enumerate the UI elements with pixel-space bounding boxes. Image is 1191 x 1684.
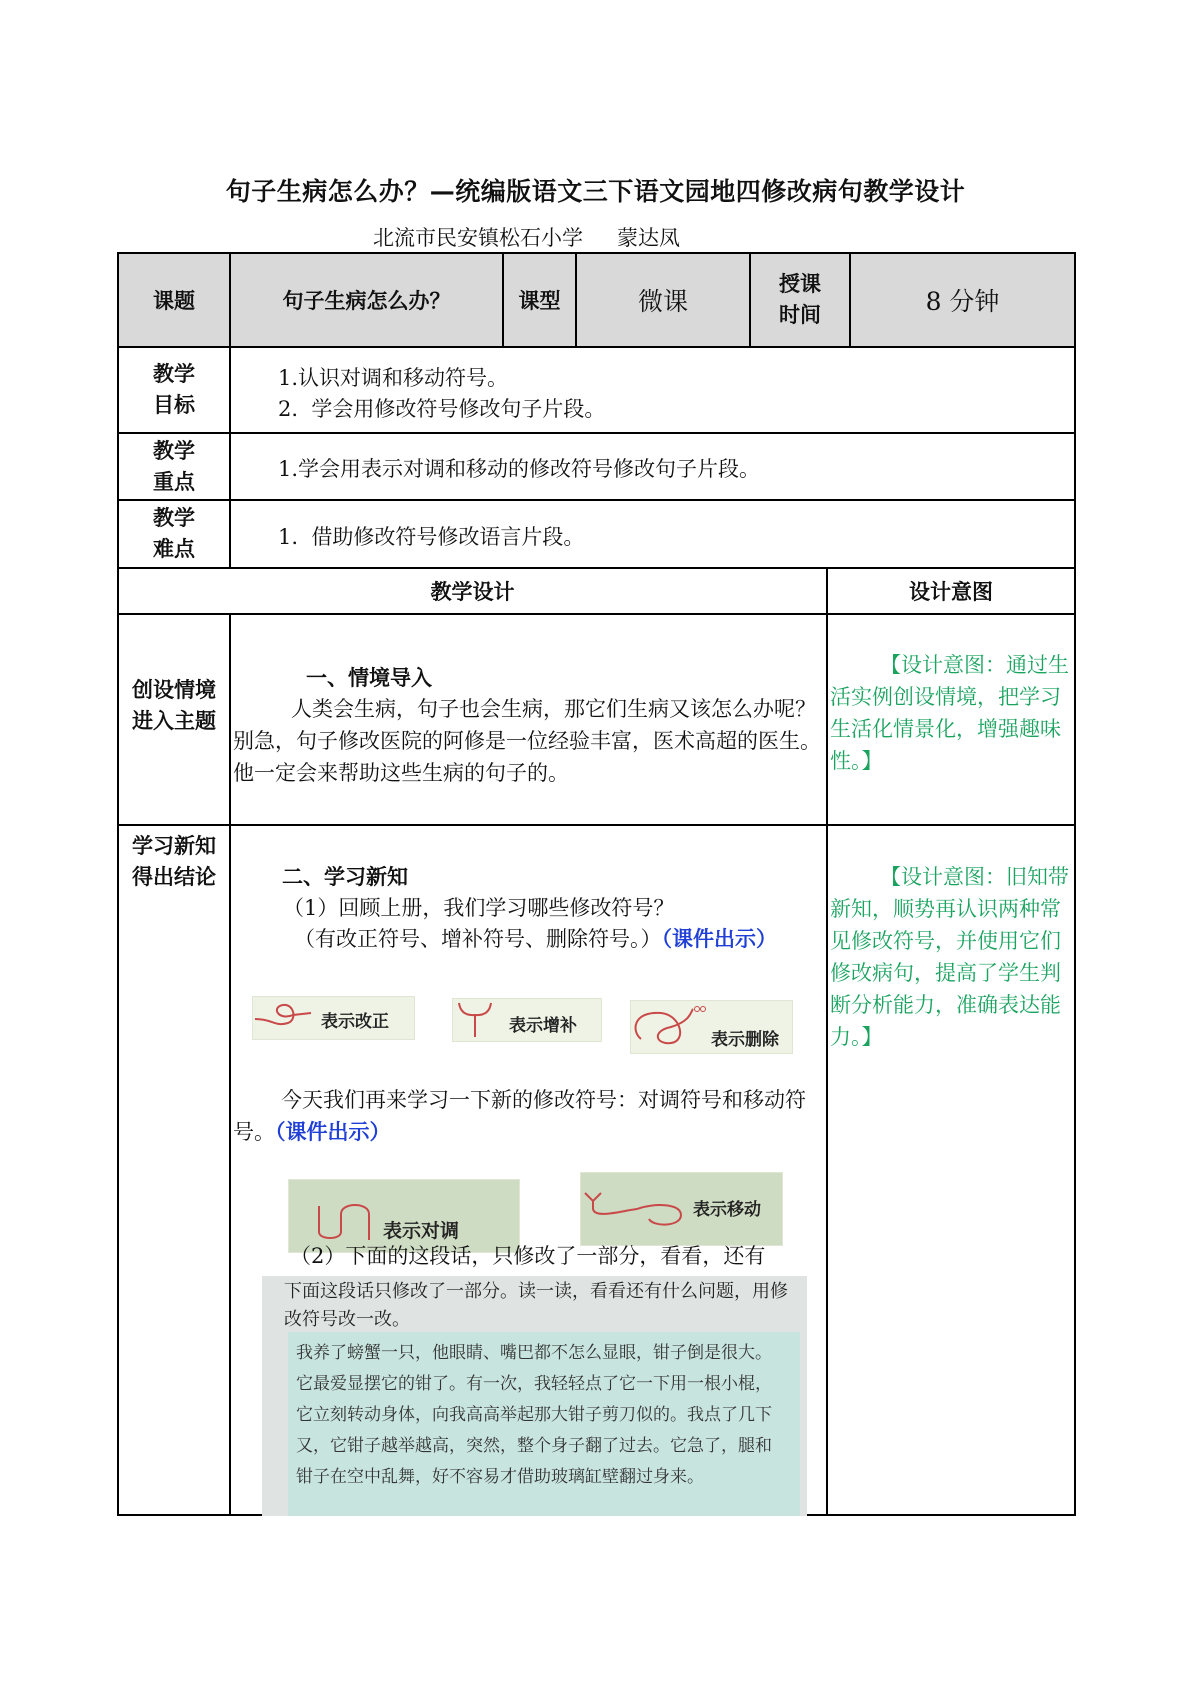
difficulties-text: 1. 借助修改符号修改语言片段。: [278, 525, 585, 549]
section1-heading: 一、情境导入: [306, 666, 432, 690]
deletion-symbol-label: 表示删除: [711, 1030, 779, 1050]
time-label-line2: 时间: [779, 303, 821, 327]
goals-label-line1: 教学: [153, 362, 195, 386]
row-divider: [117, 499, 1076, 501]
goals-label: [119, 348, 229, 432]
move-symbol-label: 表示移动: [693, 1200, 761, 1220]
section2-label-line2: 得出结论: [132, 865, 216, 889]
swap-symbol-label: 表示对调: [383, 1220, 460, 1242]
col-divider: [826, 567, 828, 1516]
difficulties-label-line1: 教学: [153, 506, 195, 530]
exercise-photo: [262, 1276, 807, 1516]
section1-label-line2: 进入主题: [132, 709, 216, 733]
section2-intent: 【设计意图：旧知带新知，顺势再认识两种常见修改符号，并使用它们修改病句，提高了学生判断分析能力，准确表达能力。】: [830, 865, 1069, 1049]
intent-header: 设计意图: [909, 580, 993, 604]
teacher-name: 蒙达凤: [617, 226, 680, 250]
new-symbols-sentence: 今天我们再来学习一下新的修改符号：对调符号和移动符号。: [233, 1088, 806, 1144]
section1-intent: 【设计意图：通过生活实例创设情境，把学习生活化情景化，增强趣味性。】: [830, 653, 1069, 773]
section2-label: [119, 831, 229, 893]
col-divider: [229, 613, 231, 1516]
time-value: 8 分钟: [925, 287, 1000, 316]
new-symbols-text: [233, 1084, 823, 1148]
topic-label: 课题: [153, 289, 195, 313]
row-divider: [117, 824, 1076, 826]
type-label: 课型: [518, 289, 561, 313]
exercise-instructions: 下面这段话只修改了一部分。读一读，看看还有什么问题，用修改符号改一改。: [284, 1281, 788, 1330]
correction-symbol-image: [252, 996, 415, 1040]
key-points-label: [119, 434, 229, 499]
answer-1-text: （有改正符号、增补符号、删除符号。）: [294, 927, 662, 951]
section1-text: 人类会生病，句子也会生病，那它们生病又该怎么办呢？别急，句子修改医院的阿修是一位经验丰富，医术高超的医生。他一定会来帮助这些生病的句子的。: [233, 697, 821, 785]
insertion-symbol-image: [452, 998, 602, 1042]
question-2: （2）下面的这段话，只修改了一部分，看看，还有: [290, 1244, 766, 1268]
section1-label-line1: 创设情境: [132, 678, 216, 702]
section1-label: [119, 675, 229, 737]
time-label-line1: 授课: [779, 272, 821, 296]
deletion-symbol-image: [630, 1000, 793, 1054]
answer-1: [282, 923, 826, 955]
correction-symbol-label: 表示改正: [321, 1012, 389, 1032]
row-divider: [117, 346, 1076, 348]
key-points-label-line1: 教学: [153, 438, 195, 463]
courseware-link[interactable]: （课件出示）: [661, 927, 777, 951]
document-title: 句子生病怎么办？—统编版语文三下语文园地四修改病句教学设计: [225, 177, 966, 206]
row-divider: [117, 613, 1076, 615]
key-points-label-line2: 重点: [153, 469, 195, 494]
type-value: 微课: [637, 287, 688, 316]
school-name: 北流市民安镇松石小学: [373, 226, 583, 250]
time-label: [751, 254, 849, 346]
question-1: （1）回顾上册，我们学习哪些修改符号？: [283, 896, 675, 920]
key-points-text: 1.学会用表示对调和移动的修改符号修改句子片段。: [278, 457, 761, 481]
author-line: [373, 222, 680, 252]
row-divider: [117, 432, 1076, 434]
insertion-symbol-label: 表示增补: [509, 1016, 577, 1036]
difficulties-label-line2: 难点: [153, 537, 195, 561]
goals-label-line2: 目标: [153, 393, 195, 417]
courseware-link[interactable]: （课件出示）: [275, 1120, 391, 1144]
exercise-passage: 我养了螃蟹一只，他眼睛、嘴巴都不怎么显眼，钳子倒是很大。它最爱显摆它的钳了。有一次，我轻轻点了它一下用一根小棍，它立刻转动身体，向我高高举起那大钳子剪刀似的。我点了几下又，它钳子越举越高，突然，整个身子翻了过去。它急了，腿和钳子在空中乱舞，好不容易才借助玻璃缸壁翻过身来。: [296, 1343, 772, 1487]
topic-value: 句子生病怎么办？: [282, 289, 451, 313]
section2-label-line1: 学习新知: [132, 834, 216, 858]
move-symbol-image: [580, 1172, 783, 1246]
difficulties-label: [119, 501, 229, 567]
goal-item: 2. 学会用修改符号修改句子片段。: [278, 397, 606, 421]
goal-item: 1.认识对调和移动符号。: [278, 366, 509, 390]
design-header: 教学设计: [430, 580, 515, 604]
section2-heading: 二、学习新知: [282, 865, 408, 889]
